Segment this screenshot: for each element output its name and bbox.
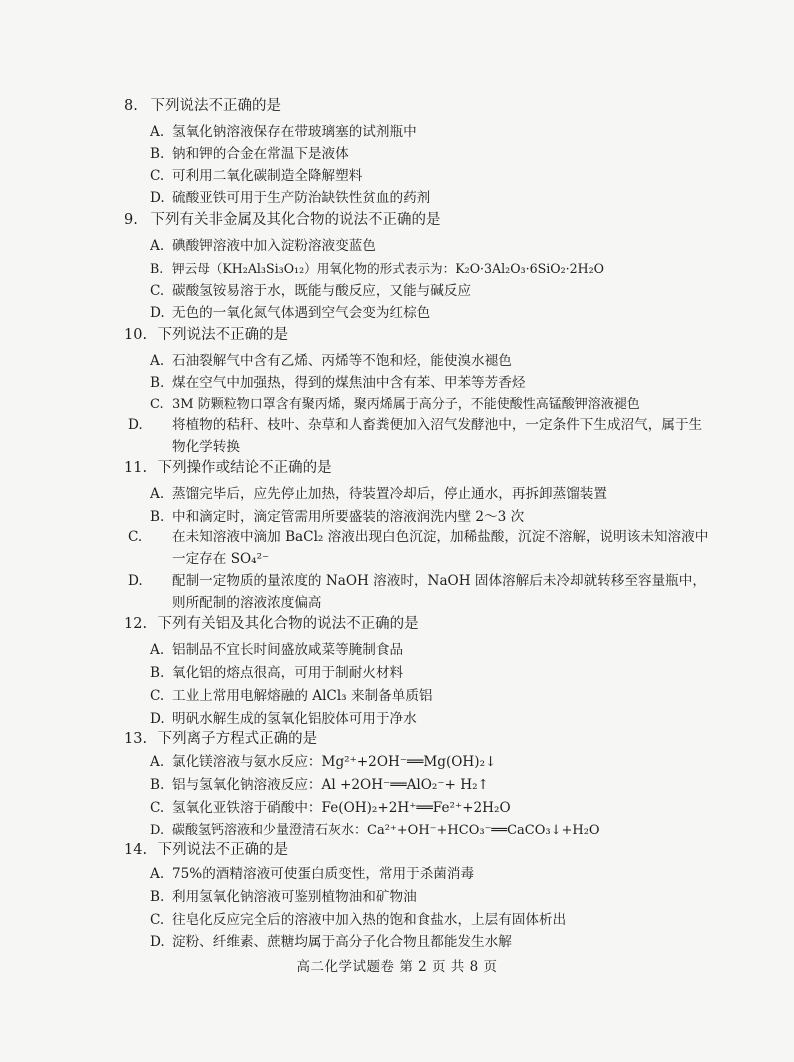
- option-letter: A.: [150, 353, 165, 369]
- option-text: 氢氧化钠溶液保存在带玻璃塞的试剂瓶中: [172, 124, 417, 140]
- option-letter: B.: [150, 146, 165, 162]
- option-text: 往皂化反应完全后的溶液中加入热的饱和食盐水，上层有固体析出: [172, 912, 567, 928]
- question-text: 下列有关非金属及其化合物的说法不正确的是: [150, 212, 441, 228]
- option-text: 铝制品不宜长时间盛放咸菜等腌制食品: [172, 642, 404, 658]
- option-text: 碳酸氢钙溶液和少量澄清石灰水：Ca²⁺+OH⁻+HCO₃⁻══CaCO₃↓+H₂O: [172, 823, 600, 838]
- option: [150, 886, 710, 908]
- option-letter: D.: [150, 190, 165, 206]
- question-11-stem: [124, 458, 724, 478]
- option: [128, 570, 712, 614]
- option-text: 无色的一氧化氮气体遇到空气会变为红棕色: [172, 305, 431, 321]
- option-letter: D.: [150, 711, 165, 727]
- option-text: 在未知溶液中滴加 BaCl₂ 溶液出现白色沉淀，加稀盐酸，沉淀不溶解，说明该未知溶液中一定存在 SO₄²⁻: [172, 529, 709, 567]
- option: [150, 350, 710, 372]
- option: [150, 685, 710, 707]
- question-text: 下列离子方程式正确的是: [157, 731, 318, 747]
- question-number: 11.: [124, 460, 148, 476]
- option-text: 氧化铝的熔点很高，可用于制耐火材料: [172, 665, 404, 681]
- option: [150, 909, 710, 931]
- option: [150, 258, 710, 280]
- option: [150, 639, 710, 661]
- option-text: 3M 防颗粒物口罩含有聚丙烯，聚丙烯属于高分子，不能使酸性高锰酸钾溶液褪色: [172, 397, 640, 412]
- option-text: 配制一定物质的量浓度的 NaOH 溶液时，NaOH 固体溶解后未冷却就转移至容量瓶中，则所配制的溶液浓度偏高: [172, 573, 706, 611]
- option-letter: A.: [150, 866, 165, 882]
- option-letter: C.: [150, 168, 165, 184]
- option: [150, 302, 710, 324]
- question-number: 12.: [124, 616, 148, 632]
- option: [128, 526, 712, 570]
- option: [150, 394, 740, 416]
- question-8-stem: [124, 96, 724, 116]
- question-10-stem: [124, 325, 724, 345]
- option-text: 工业上常用电解熔融的 AlCl₃ 来制备单质铝: [172, 688, 433, 704]
- option: [128, 414, 712, 458]
- option: [150, 372, 710, 394]
- option-letter: C.: [150, 688, 165, 704]
- option-letter: B.: [150, 375, 165, 391]
- option: [150, 751, 710, 773]
- option: [150, 797, 710, 819]
- option-letter: C.: [150, 800, 165, 816]
- option: [150, 863, 710, 885]
- option-letter: B.: [150, 777, 165, 793]
- option-letter: B.: [150, 889, 165, 905]
- option-text: 碳酸氢铵易溶于水，既能与酸反应，又能与碱反应: [172, 283, 472, 299]
- question-number: 14.: [124, 842, 148, 858]
- question-number: 8.: [124, 98, 138, 114]
- option-letter: B.: [150, 509, 165, 525]
- question-text: 下列说法不正确的是: [157, 842, 289, 858]
- option-text: 中和滴定时，滴定管需用所要盛装的溶液润洗内壁 2～3 次: [172, 509, 525, 525]
- option-text: 淀粉、纤维素、蔗糖均属于高分子化合物且都能发生水解: [172, 934, 512, 950]
- question-number: 9.: [124, 212, 138, 228]
- option-text: 石油裂解气中含有乙烯、丙烯等不饱和烃，能使溴水褪色: [172, 353, 512, 369]
- question-number: 13.: [124, 731, 148, 747]
- option-letter: B.: [150, 261, 164, 276]
- option-text: 利用氢氧化钠溶液可鉴别植物油和矿物油: [172, 889, 417, 905]
- option-letter: A.: [150, 642, 165, 658]
- option: [150, 774, 710, 796]
- option: [150, 235, 710, 257]
- option: [150, 662, 710, 684]
- option: [150, 820, 710, 842]
- option-text: 钠和钾的合金在常温下是液体: [172, 146, 349, 162]
- option-letter: C.: [150, 397, 164, 412]
- option: [150, 708, 710, 730]
- option: [150, 483, 710, 505]
- question-text: 下列有关铝及其化合物的说法不正确的是: [157, 616, 419, 632]
- question-14-stem: [124, 840, 724, 860]
- question-text: 下列说法不正确的是: [157, 327, 289, 343]
- option-letter: A.: [150, 754, 165, 770]
- option-letter: D.: [150, 305, 165, 321]
- option-letter: D.: [128, 417, 143, 433]
- question-number: 10.: [124, 327, 148, 343]
- option-text: 氢氧化亚铁溶于硝酸中：Fe(OH)₂+2H⁺══Fe²⁺+2H₂O: [172, 800, 511, 816]
- option-text: 明矾水解生成的氢氧化铝胶体可用于净水: [172, 711, 417, 727]
- option-letter: A.: [150, 486, 165, 502]
- option-letter: C.: [150, 912, 165, 928]
- option: [150, 143, 710, 165]
- option: [150, 280, 710, 302]
- option-text: 钾云母（KH₂Al₃Si₃O₁₂）用氧化物的形式表示为：K₂O·3Al₂O₃·6SiO₂·2H₂O: [172, 261, 604, 276]
- page-footer: 高二化学试题卷 第 2 页 共 8 页: [296, 959, 498, 975]
- option-text: 75%的酒精溶液可使蛋白质变性，常用于杀菌消毒: [172, 866, 475, 882]
- option-letter: C.: [128, 529, 143, 545]
- option-text: 硫酸亚铁可用于生产防治缺铁性贫血的药剂: [172, 190, 431, 206]
- option: [150, 931, 710, 953]
- question-13-stem: [124, 729, 724, 749]
- question-12-stem: [124, 614, 724, 634]
- option-letter: B.: [150, 665, 165, 681]
- option: [150, 121, 710, 143]
- option-letter: C.: [150, 283, 165, 299]
- question-text: 下列说法不正确的是: [150, 98, 281, 114]
- option-text: 碘酸钾溶液中加入淀粉溶液变蓝色: [172, 238, 376, 254]
- option-letter: A.: [150, 238, 165, 254]
- option-letter: A.: [150, 124, 165, 140]
- option-letter: D.: [150, 934, 165, 950]
- option: [150, 187, 710, 209]
- option: [150, 165, 710, 187]
- question-text: 下列操作或结论不正确的是: [157, 460, 332, 476]
- option-text: 铝与氢氧化钠溶液反应：Al +2OH⁻══AlO₂⁻+ H₂↑: [172, 777, 489, 793]
- question-9-stem: [124, 210, 724, 230]
- option-text: 将植物的秸秆、枝叶、杂草和人畜粪便加入沼气发酵池中，一定条件下生成沼气，属于生物化学转换: [172, 417, 703, 455]
- option-text: 煤在空气中加强热，得到的煤焦油中含有苯、甲苯等芳香烃: [172, 375, 526, 391]
- option: [150, 506, 710, 528]
- option-letter: D.: [128, 573, 143, 589]
- option-text: 蒸馏完毕后，应先停止加热，待装置冷却后，停止通水，再拆卸蒸馏装置: [172, 486, 607, 502]
- option-letter: D.: [150, 823, 165, 838]
- option-text: 氯化镁溶液与氨水反应：Mg²⁺+2OH⁻══Mg(OH)₂↓: [172, 754, 497, 770]
- option-text: 可利用二氧化碳制造全降解塑料: [172, 168, 363, 184]
